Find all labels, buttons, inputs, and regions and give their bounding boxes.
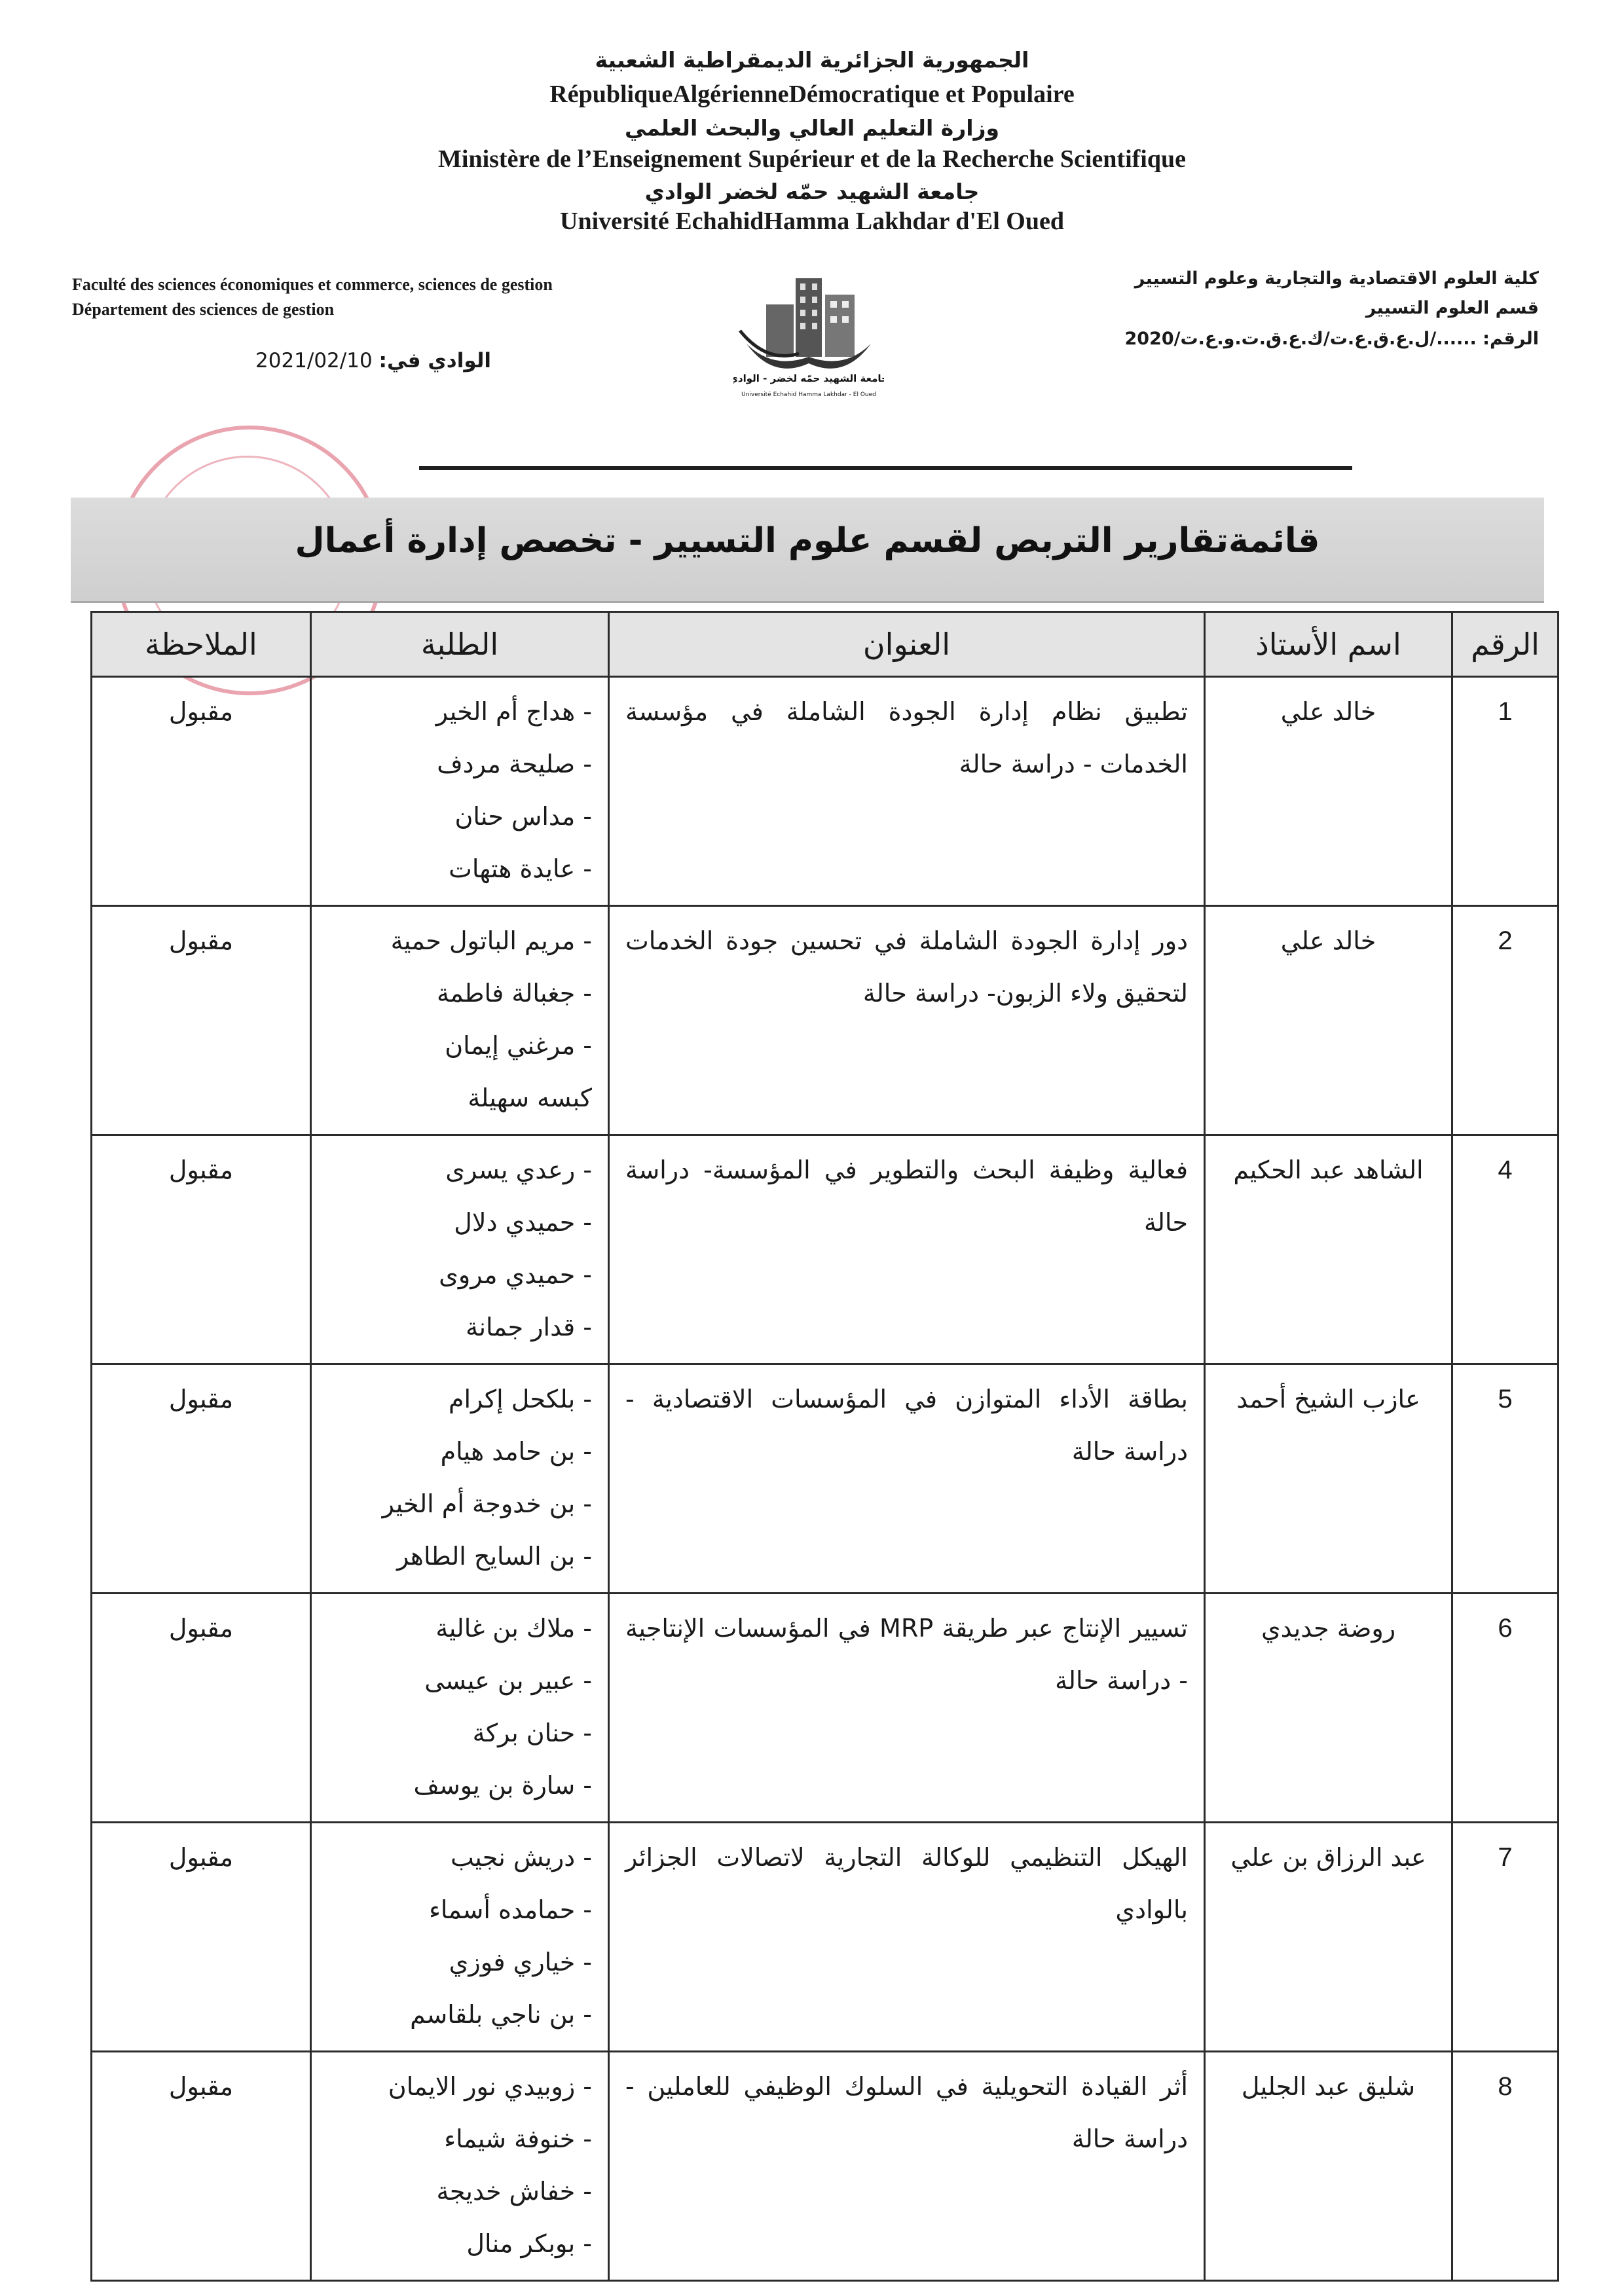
student-name: - مرغني إيمان [445,1031,592,1060]
col-header-students: الطلبة [311,612,609,677]
students-list [311,1364,609,1594]
note-status: مقبول [92,1364,311,1594]
student-name: - خنوفة شيماء [444,2124,592,2153]
row-number: 7 [1452,1823,1559,2052]
student-name: - خياري فوزي [449,1948,592,1977]
col-header-professor: اسم الأستاذ [1205,612,1452,677]
professor-name: عبد الرزاق بن علي [1205,1823,1452,2052]
department-fr: Département des sciences de gestion [72,300,335,319]
note-status: مقبول [92,1594,311,1823]
student-name: - دريش نجيب [450,1843,592,1872]
report-title: فعالية وظيفة البحث والتطوير في المؤسسة- دراسة حالة [609,1135,1205,1364]
student-name: - بن ناجي بلقاسم [410,2000,592,2029]
student-name: - جغبالة فاطمة [436,979,592,1008]
ministry-ar: وزارة التعليم العالي والبحث العلمي [624,115,1000,141]
professor-name: خالد علي [1205,906,1452,1135]
student-name: - بلكحل إكرام [448,1385,592,1413]
faculty-fr: Faculté des sciences économiques et commerce, sciences de gestion [72,275,553,294]
student-name: - حنان بركة [472,1719,592,1747]
student-name: كبسه سهيلة [468,1084,592,1112]
student-name: - ملاك بن غالية [435,1614,592,1643]
students-list [311,677,609,906]
table-row [92,1823,1559,2052]
student-name: - مداس حنان [454,802,592,831]
student-name: - سارة بن يوسف [413,1771,592,1800]
students-list [311,1135,609,1364]
university-logo-icon [733,265,884,416]
university-fr: Université EchahidHamma Lakhdar d'El Oued [560,208,1064,235]
note-status: مقبول [92,677,311,906]
student-name: - عبير بن عيسى [424,1666,592,1695]
student-name: - قدار جمانة [466,1313,592,1341]
internship-reports-table [90,611,1559,2282]
header-rule [419,466,1352,470]
professor-name: روضة جديدي [1205,1594,1452,1823]
table-row [92,906,1559,1135]
university-ar: جامعة الشهيد حمّه لخضر الوادي [644,179,980,204]
table-row [92,677,1559,906]
professor-name: شليق عبد الجليل [1205,2052,1452,2281]
professor-name: خالد علي [1205,677,1452,906]
logo-caption-fr: Université Echahid Hamma Lakhdar - El Oued [741,392,876,398]
student-name: - خفاش خديجة [436,2177,592,2206]
page-title: قائمةتقارير التربص لقسم علوم التسيير - تخصص إدارة أعمال [295,521,1320,560]
row-number: 1 [1452,677,1559,906]
faculty-ar: كلية العلوم الاقتصادية والتجارية وعلوم التسيير [1134,268,1539,289]
note-status: مقبول [92,1135,311,1364]
note-status: مقبول [92,1823,311,2052]
reference-ar: الرقم: ....../ل.ع.ق.ع.ت/ك.ع.ق.ت.و.ع.ت/2020 [1124,329,1539,349]
col-header-title: العنوان [609,612,1205,677]
student-name: - صليحة مردف [437,750,592,778]
col-header-note: الملاحظة [92,612,311,677]
report-title: بطاقة الأداء المتوازن في المؤسسات الاقتصادية - دراسة حالة [609,1364,1205,1594]
table-row [92,1135,1559,1364]
student-name: - حمامده أسماء [429,1895,592,1924]
student-name: - بن السايح الطاهر [396,1542,592,1571]
date-line [255,349,491,373]
student-name: - بوبكر منال [466,2229,592,2258]
university-logo [733,265,884,416]
table-row [92,1594,1559,1823]
ministry-fr: Ministère de l’Enseignement Supérieur et de la Recherche Scientifique [438,145,1186,173]
student-name: - حميدي دلال [454,1208,592,1237]
row-number: 2 [1452,906,1559,1135]
table-row [92,2052,1559,2281]
table-header-row [92,612,1559,677]
professor-name: عازب الشيخ أحمد [1205,1364,1452,1594]
date-label: الوادي في: [378,349,492,373]
student-name: - حميدي مروى [439,1260,592,1289]
note-status: مقبول [92,2052,311,2281]
republic-ar: الجمهورية الجزائرية الديمقراطية الشعبية [595,47,1029,73]
students-list [311,906,609,1135]
row-number: 6 [1452,1594,1559,1823]
title-bar [71,498,1544,603]
student-name: - زوبيدي نور الايمان [388,2072,592,2101]
col-header-num: الرقم [1452,612,1559,677]
student-name: - بن حامد هيام [440,1437,592,1466]
report-title: تسيير الإنتاج عبر طريقة MRP في المؤسسات الإنتاجية - دراسة حالة [609,1594,1205,1823]
student-name: - عايدة هتهات [449,854,592,883]
row-number: 8 [1452,2052,1559,2281]
row-number: 5 [1452,1364,1559,1594]
students-list [311,2052,609,2281]
report-title: الهيكل التنظيمي للوكالة التجارية لاتصالات الجزائر بالوادي [609,1823,1205,2052]
republic-fr: RépubliqueAlgérienneDémocratique et Populaire [549,81,1075,108]
row-number: 4 [1452,1135,1559,1364]
logo-caption-ar: جامعة الشهيد حمّه لخضر - الوادي [733,373,884,384]
report-title: أثر القيادة التحويلية في السلوك الوظيفي للعاملين - دراسة حالة [609,2052,1205,2281]
student-name: - بن خدوجة أم الخير [382,1489,592,1518]
table-row [92,1364,1559,1594]
department-ar: قسم العلوم التسيير [1365,298,1539,318]
student-name: - هداج أم الخير [435,697,592,726]
students-list [311,1594,609,1823]
student-name: - رعدي يسرى [445,1156,592,1184]
student-name: - مريم الباتول حمية [390,926,592,955]
professor-name: الشاهد عبد الحكيم [1205,1135,1452,1364]
note-status: مقبول [92,906,311,1135]
date-value: 2021/02/10 [255,349,373,373]
students-list [311,1823,609,2052]
report-title: تطبيق نظام إدارة الجودة الشاملة في مؤسسة الخدمات - دراسة حالة [609,677,1205,906]
report-title: دور إدارة الجودة الشاملة في تحسين جودة الخدمات لتحقيق ولاء الزبون- دراسة حالة [609,906,1205,1135]
